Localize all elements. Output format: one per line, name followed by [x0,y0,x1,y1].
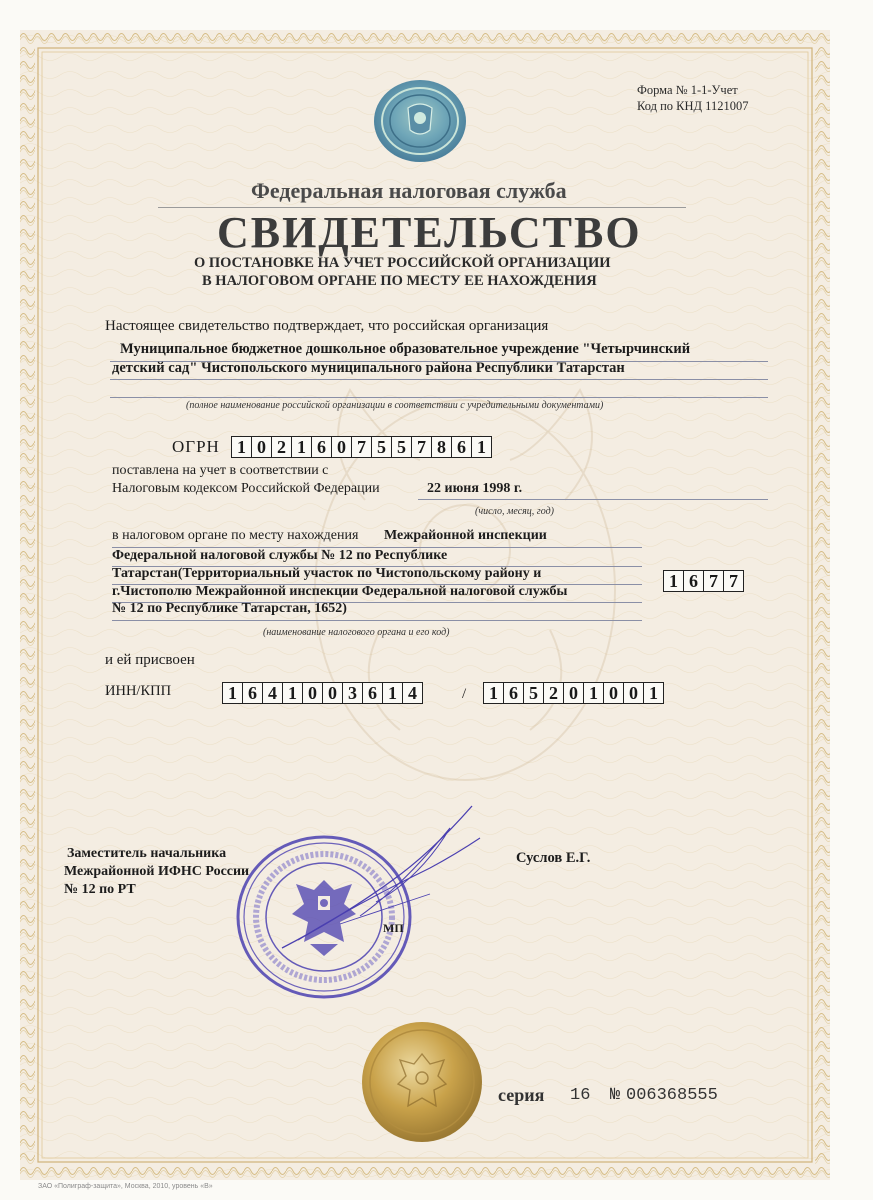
tax-office-line3: Татарстан(Территориальный участок по Чистопольскому району и [112,566,542,581]
ogrn-digit: 5 [372,437,392,457]
kpp-digit: 0 [624,683,644,703]
inn-kpp-label: ИНН/КПП [105,683,172,699]
inn-digit: 1 [383,683,403,703]
date-underline [418,499,768,500]
ogrn-digit: 0 [332,437,352,457]
ogrn-digit: 1 [232,437,252,457]
inn-digit: 4 [408,682,417,703]
org-name-underline3 [110,397,768,398]
org-name-line2: детский сад" Чистопольского муниципального района Республики Татарстан [112,360,625,376]
kpp-digit: 0 [564,683,584,703]
inn-digit: 4 [263,683,283,703]
kpp-digit: 1 [584,683,604,703]
inn-digit: 1 [223,683,243,703]
inn-digits [222,682,423,704]
tax-office-line5: № 12 по Республике Татарстан, 1652) [112,601,347,616]
signatory-name: Суслов Е.Г. [516,850,591,866]
tax-office-line1: Межрайонной инспекции [384,528,547,543]
tax-office-code-digit: 1 [664,571,684,591]
knd-code: Код по КНД 1121007 [637,99,749,113]
signatory-title-line1: Заместитель начальника [67,846,227,861]
ogrn-digit: 6 [452,437,472,457]
tax-office-caption: (наименование налогового органа и его код) [263,627,450,638]
org-name-caption: (полное наименование российской организации в соответствии с учредительными документами) [186,400,604,411]
org-name-line1: Муниципальное бюджетное дошкольное образовательное учреждение "Четырчинский [120,341,691,357]
form-number: Форма № 1-1-Учет [637,83,738,97]
date-caption: (число, месяц, год) [475,506,554,517]
inn-digit: 0 [303,683,323,703]
ogrn-digit: 0 [252,437,272,457]
signatory-title-line3: № 12 по РТ [64,882,136,897]
series-value: 16 [570,1086,591,1105]
inn-digit: 3 [343,683,363,703]
assigned-text: и ей присвоен [105,652,195,668]
ogrn-digit: 1 [292,437,312,457]
certificate-number: 006368555 [626,1086,718,1105]
kpp-digit: 2 [544,683,564,703]
intro-text: Настоящее свидетельство подтверждает, что российская организация [105,318,549,334]
ogrn-digit: 8 [432,437,452,457]
stamp-place-label: МП [383,921,404,935]
tax-office-line4: г.Чистополю Межрайонной инспекции Федеральной налоговой службы [112,584,568,599]
gold-seal-icon [360,1020,484,1144]
ogrn-label: ОГРН [172,437,220,456]
tax-office-code-digit: 7 [704,571,724,591]
ogrn-digit: 2 [272,437,292,457]
ogrn-digit: 7 [352,437,372,457]
tax-office-prefix: в налоговом органе по месту нахождения [112,528,359,543]
registered-line1: поставлена на учет в соответствии с [112,463,329,478]
kpp-digit: 1 [484,683,504,703]
inn-kpp-separator: / [462,686,467,702]
hologram-emblem-icon [372,78,468,164]
org-name-underline2 [110,379,768,380]
kpp-digits [483,682,664,704]
tax-office-underline5 [112,620,642,621]
inn-digit: 1 [283,683,303,703]
agency-name: Федеральная налоговая служба [251,178,567,203]
kpp-digit: 0 [604,683,624,703]
ogrn-digit: 5 [392,437,412,457]
signatory-title-line2: Межрайонной ИФНС России [64,864,250,879]
certificate-subtitle-line1: О ПОСТАНОВКЕ НА УЧЕТ РОССИЙСКОЙ ОРГАНИЗАЦИИ [194,255,611,271]
certificate-subtitle-line2: В НАЛОГОВОМ ОРГАНЕ ПО МЕСТУ ЕЕ НАХОЖДЕНИЯ [202,273,597,289]
tax-office-line2: Федеральной налоговой службы № 12 по Республике [112,548,448,563]
ogrn-digits [231,436,492,458]
inn-digit: 0 [323,683,343,703]
inn-digit: 6 [363,683,383,703]
ogrn-digit: 7 [412,437,432,457]
certificate-number-label: № [610,1086,621,1105]
kpp-digit: 1 [649,682,658,703]
kpp-digit: 5 [524,683,544,703]
registration-date: 22 июня 1998 г. [427,481,523,496]
series-label: серия [498,1085,545,1105]
inn-digit: 6 [243,683,263,703]
tax-office-code-digit: 7 [729,570,738,591]
ogrn-digit: 1 [477,436,486,457]
certificate-title: СВИДЕТЕЛЬСТВО [217,208,642,257]
registered-line2: Налоговым кодексом Российской Федерации [112,481,380,496]
kpp-digit: 6 [504,683,524,703]
tax-office-code [663,570,744,592]
ogrn-digit: 6 [312,437,332,457]
printer-footer: ЗАО «Полиграф-защита», Москва, 2010, уровень «В» [38,1183,213,1190]
tax-office-code-digit: 6 [684,571,704,591]
